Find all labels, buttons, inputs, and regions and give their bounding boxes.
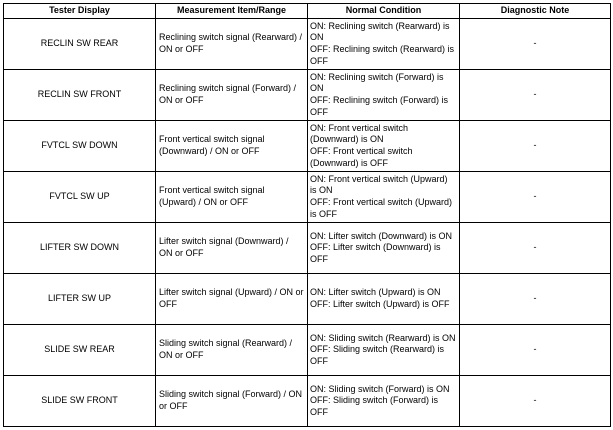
table-row: [4, 19, 611, 70]
measurement-cell: Reclining switch signal (Rearward) / ON or OFF: [156, 19, 308, 70]
condition-off-text: OFF: Reclining switch (Rearward) is OFF: [310, 44, 455, 66]
normal-condition-cell: [308, 121, 460, 172]
condition-off-text: OFF: Front vertical switch (Downward) is OFF: [310, 146, 413, 168]
condition-off-text: OFF: Lifter switch (Upward) is OFF: [310, 299, 450, 309]
normal-condition-cell: [308, 274, 460, 325]
measurement-cell: Sliding switch signal (Rearward) / ON or OFF: [156, 325, 308, 376]
condition-on-text: ON: Lifter switch (Upward) is ON: [310, 287, 441, 298]
table-row: [4, 325, 611, 376]
diagnostic-note-cell: -: [460, 223, 611, 274]
table-row: [4, 121, 611, 172]
table-row: [4, 376, 611, 427]
header-tester-display: Tester Display: [4, 4, 156, 19]
normal-condition-cell: [308, 19, 460, 70]
condition-on-text: ON: Lifter switch (Downward) is ON: [310, 230, 453, 241]
tester-display-cell: LIFTER SW DOWN: [4, 223, 156, 274]
data-list-table: [3, 3, 611, 427]
diagnostic-note-cell: -: [460, 172, 611, 223]
normal-condition-cell: [308, 70, 460, 121]
normal-condition-cell: [308, 223, 460, 274]
diagnostic-note-cell: -: [460, 121, 611, 172]
table-row: [4, 274, 611, 325]
measurement-cell: Front vertical switch signal (Upward) / ON or OFF: [156, 172, 308, 223]
condition-off-text: OFF: Sliding switch (Forward) is OFF: [310, 395, 439, 417]
diagnostic-note-cell: -: [460, 274, 611, 325]
measurement-cell: Lifter switch signal (Downward) / ON or OFF: [156, 223, 308, 274]
tester-display-cell: LIFTER SW UP: [4, 274, 156, 325]
tester-display-cell: SLIDE SW REAR: [4, 325, 156, 376]
tester-display-cell: RECLIN SW FRONT: [4, 70, 156, 121]
diagnostic-note-cell: -: [460, 70, 611, 121]
normal-condition-cell: [308, 325, 460, 376]
condition-on-text: ON: Sliding switch (Rearward) is ON: [310, 332, 456, 343]
tester-display-cell: FVTCL SW UP: [4, 172, 156, 223]
table-row: [4, 223, 611, 274]
condition-off-text: OFF: Sliding switch (Rearward) is OFF: [310, 344, 445, 366]
header-normal-condition: Normal Condition: [308, 4, 460, 19]
measurement-cell: Lifter switch signal (Upward) / ON or OFF: [156, 274, 308, 325]
table-row: [4, 172, 611, 223]
diagnostic-note-cell: -: [460, 19, 611, 70]
diagnostic-note-cell: -: [460, 376, 611, 427]
condition-off-text: OFF: Lifter switch (Downward) is OFF: [310, 242, 441, 264]
condition-on-text: ON: Reclining switch (Rearward) is ON: [310, 20, 450, 43]
measurement-cell: Front vertical switch signal (Downward) / ON or OFF: [156, 121, 308, 172]
header-diagnostic-note: Diagnostic Note: [460, 4, 611, 19]
diagnostic-note-cell: -: [460, 325, 611, 376]
condition-on-text: ON: Front vertical switch (Upward) is ON: [310, 173, 448, 196]
tester-display-cell: FVTCL SW DOWN: [4, 121, 156, 172]
normal-condition-cell: [308, 376, 460, 427]
condition-off-text: OFF: Reclining switch (Forward) is OFF: [310, 95, 449, 117]
measurement-cell: Sliding switch signal (Forward) / ON or OFF: [156, 376, 308, 427]
condition-off-text: OFF: Front vertical switch (Upward) is OFF: [310, 197, 453, 219]
tester-display-cell: RECLIN SW REAR: [4, 19, 156, 70]
condition-on-text: ON: Reclining switch (Forward) is ON: [310, 71, 444, 94]
tester-display-cell: SLIDE SW FRONT: [4, 376, 156, 427]
condition-on-text: ON: Sliding switch (Forward) is ON: [310, 383, 450, 394]
header-measurement-item: Measurement Item/Range: [156, 4, 308, 19]
condition-on-text: ON: Front vertical switch (Downward) is ON: [310, 122, 409, 145]
normal-condition-cell: [308, 172, 460, 223]
table-row: [4, 70, 611, 121]
measurement-cell: Reclining switch signal (Forward) / ON or OFF: [156, 70, 308, 121]
table-header-row: [4, 4, 611, 19]
